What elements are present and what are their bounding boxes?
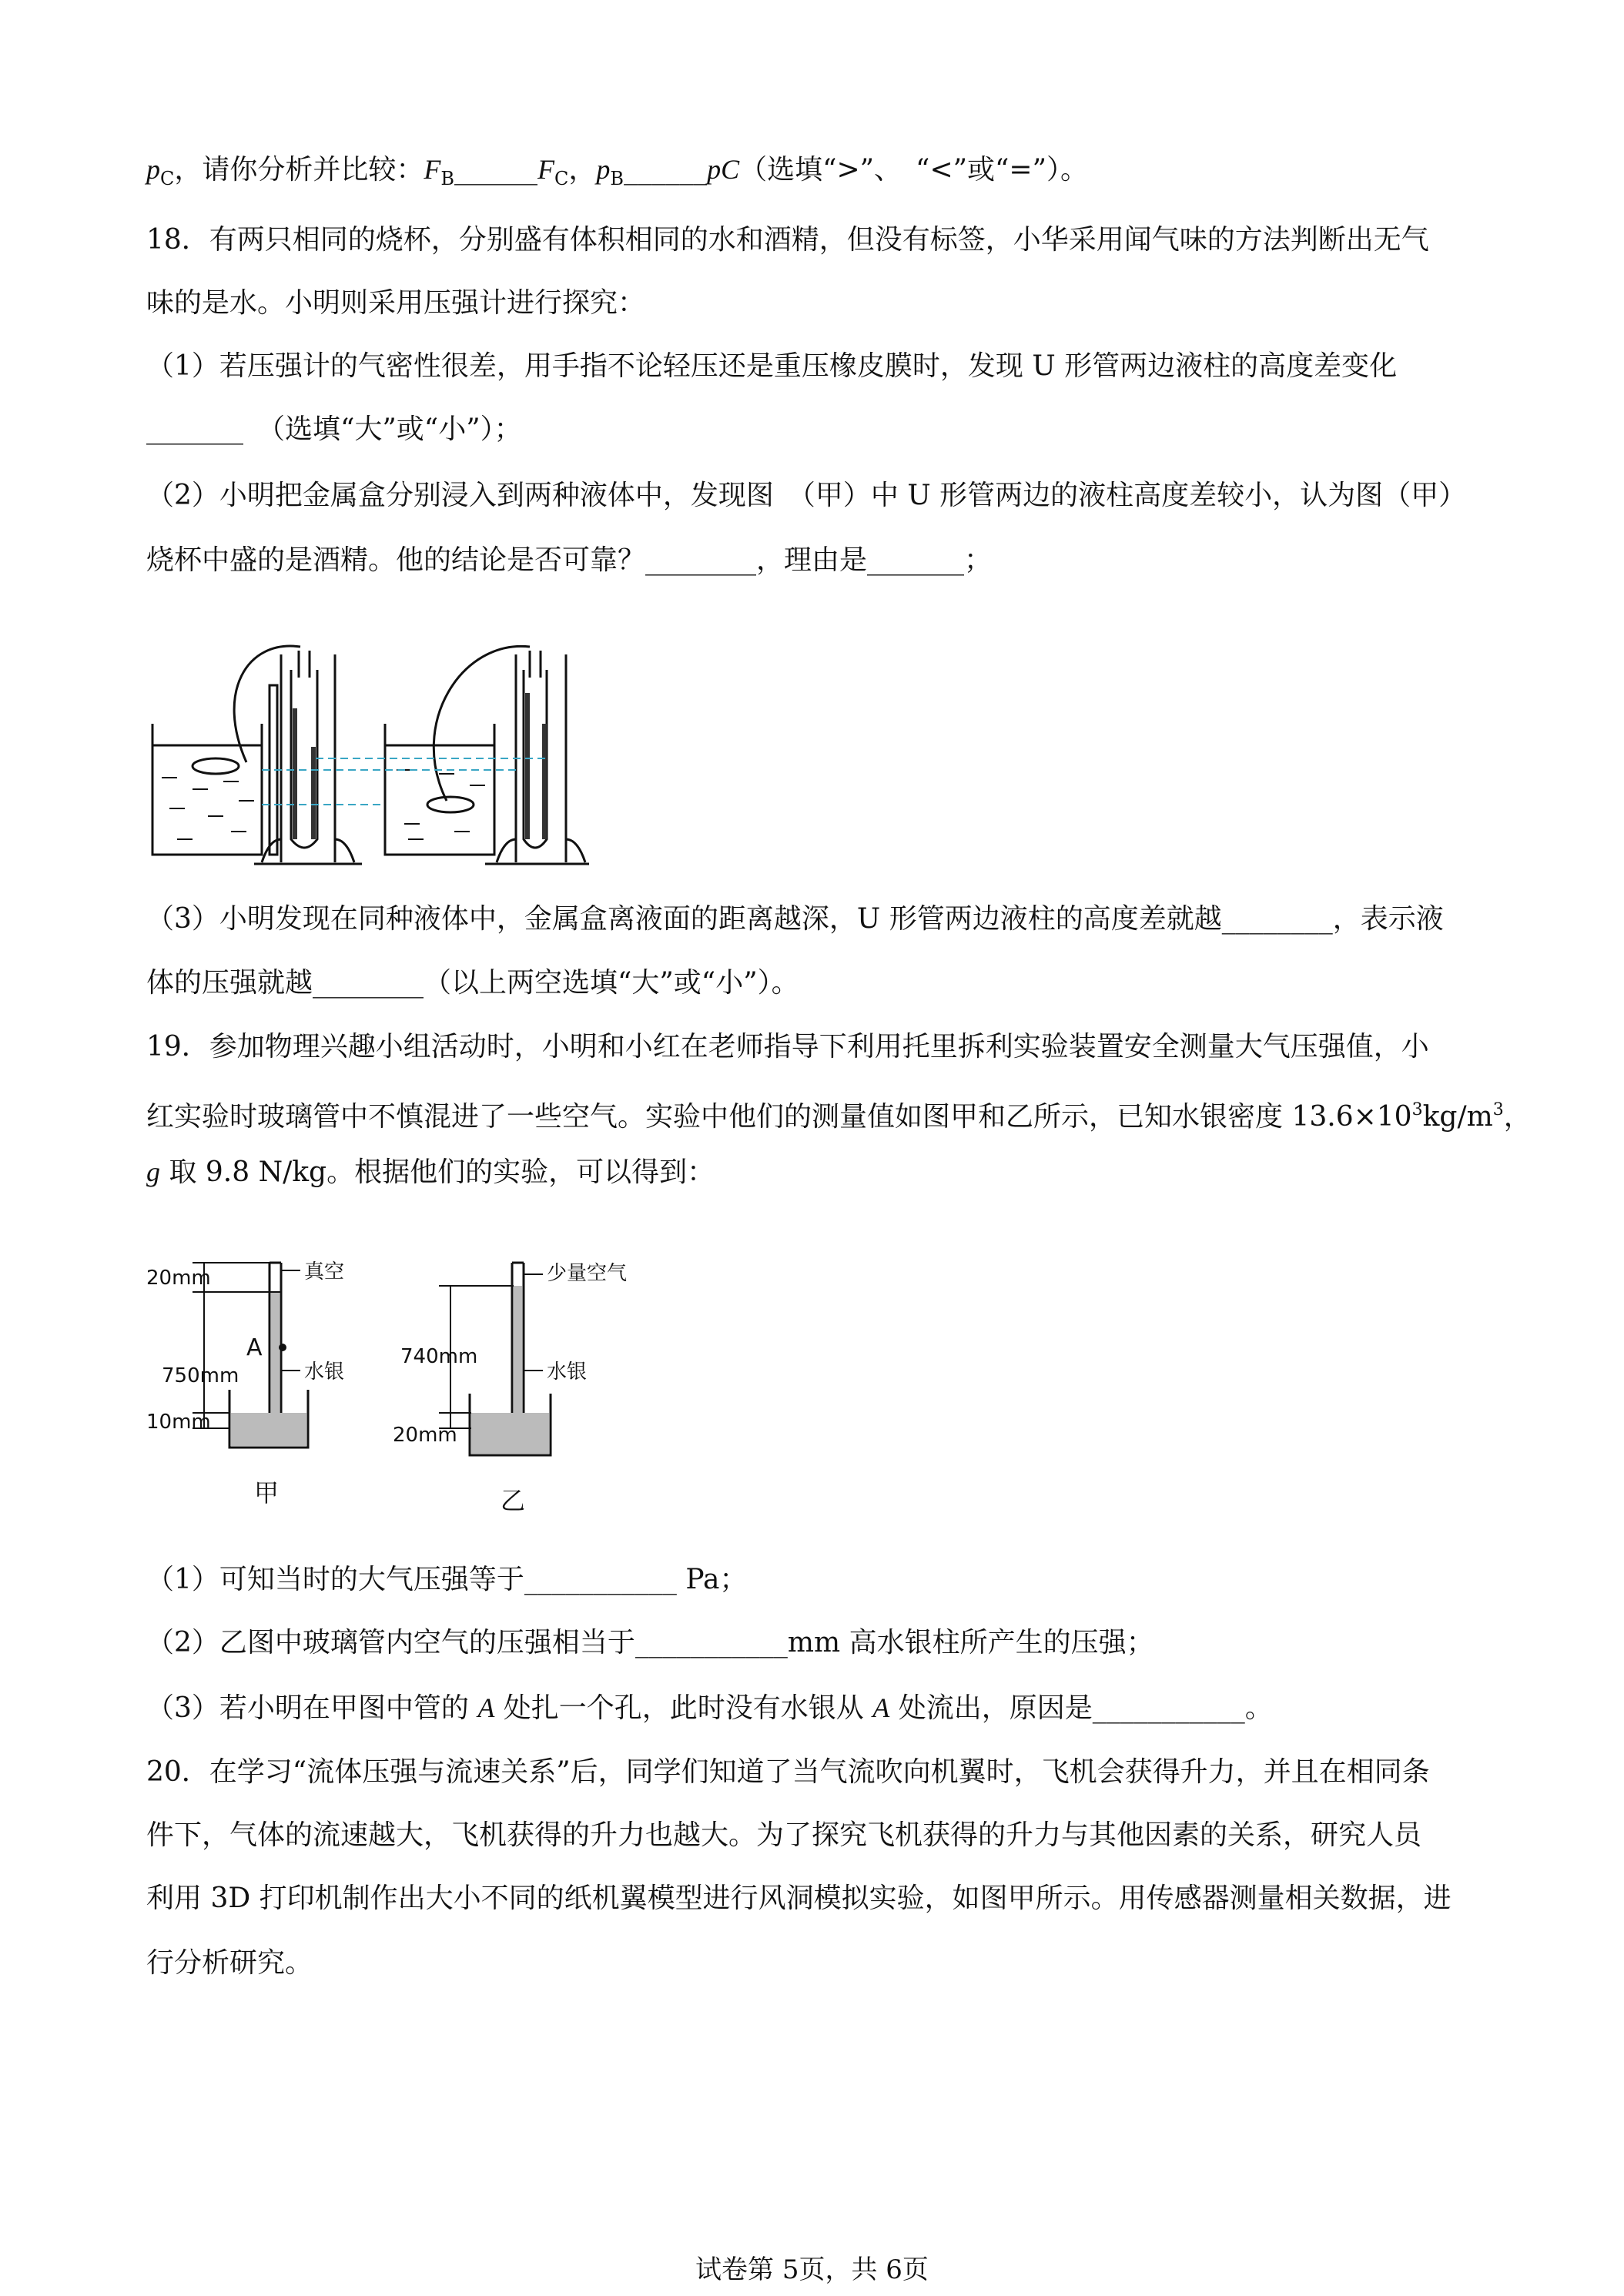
pressure-gauge-figure: [146, 616, 593, 878]
subscript: B: [610, 168, 624, 189]
q19-line-c: [146, 1155, 715, 1190]
q18-line-b: 味的是水。小明则采用压强计进行探究：: [146, 287, 646, 319]
q18-3-line-a: （3）小明发现在同种液体中，金属盒离液面的距离越深，U 形管两边液柱的高度差就越________，表示液: [146, 903, 1444, 935]
yi-bottom-label: 20mm: [393, 1424, 457, 1447]
q20-line-c: 利用 3D 打印机制作出大小不同的纸机翼模型进行风洞模拟实验，如图甲所示。用传感器测量相关数据，进: [146, 1883, 1452, 1914]
yi-caption: 乙: [501, 1486, 526, 1515]
text: ，: [1503, 1101, 1532, 1133]
subscript: C: [160, 168, 175, 189]
jia-vacuum-label: 真空: [304, 1260, 345, 1284]
text-line-1: [146, 152, 1088, 196]
p-symbol: p: [146, 154, 160, 185]
blank: ______: [624, 154, 708, 186]
blank: ______: [454, 154, 538, 186]
q18-1-line-a: （1）若压强计的气密性很差，用手指不论轻压还是重压橡皮膜时，发现 U 形管两边液柱的高度差变化: [146, 350, 1398, 382]
subscript: C: [554, 168, 569, 189]
yi-height-label: 740mm: [400, 1345, 478, 1368]
jia-bottom-label: 10mm: [146, 1411, 211, 1434]
f-symbol: F: [537, 154, 555, 185]
yi-mercury-label: 水银: [547, 1361, 588, 1384]
text: 取 9.8 N/kg。根据他们的实验，可以得到：: [160, 1156, 715, 1188]
text: 处扎一个孔，此时没有水银从: [494, 1692, 873, 1724]
q18-3-line-b: 体的压强就越________（以上两空选填“大”或“小”）。: [146, 967, 799, 999]
q20-line-a: 20．在学习“流体压强与流速关系”后，同学们知道了当气流吹向机翼时，飞机会获得升力，并且在相同条: [146, 1756, 1430, 1788]
q19-line-b: [146, 1093, 1532, 1134]
jia-height-label: 750mm: [162, 1364, 239, 1387]
subscript: B: [440, 168, 455, 189]
q20-line-d: 行分析研究。: [146, 1947, 313, 1979]
q20-line-b: 件下，气体的流速越大，飞机获得的升力也越大。为了探究飞机获得的升力与其他因素的关系，研究人员: [146, 1819, 1422, 1851]
text: ，请你分析并比较：: [174, 154, 424, 186]
text: （3）若小明在甲图中管的: [146, 1692, 478, 1724]
text: ，: [568, 154, 597, 186]
q18-line-a: 18．有两只相同的烧杯，分别盛有体积相同的水和酒精，但没有标签，小华采用闻气味的方法判断出无气: [146, 224, 1429, 256]
q18-1-line-b: _______ （选填“大”或“小”）；: [146, 413, 522, 445]
q19-2-line: （2）乙图中玻璃管内空气的压强相当于___________mm 高水银柱所产生的压强；: [146, 1627, 1154, 1658]
yi-air-label: 少量空气: [547, 1262, 628, 1285]
q19-3-line: [146, 1691, 1273, 1725]
torricelli-figure: [146, 1240, 670, 1532]
p-symbol: p: [596, 154, 611, 185]
q19-line-a: 19．参加物理兴趣小组活动时，小明和小红在老师指导下利用托里拆利实验装置安全测量大气压强值，小: [146, 1031, 1429, 1063]
a-symbol: A: [477, 1692, 495, 1723]
jia-mercury-label: 水银: [304, 1361, 345, 1384]
q19-1-line: （1）可知当时的大气压强等于___________ Pa；: [146, 1564, 748, 1595]
q18-2-line-b: 烧杯中盛的是酒精。他的结论是否可靠？________，理由是_______；: [146, 544, 993, 576]
f-symbol: F: [424, 154, 441, 185]
jia-top-label: 20mm: [146, 1267, 211, 1290]
a-symbol: A: [872, 1692, 890, 1723]
text: 处流出，原因是___________。: [889, 1692, 1273, 1724]
text: （选填“>”、 “<”或“=”）。: [739, 154, 1088, 186]
superscript: 3: [1411, 1100, 1423, 1120]
superscript: 3: [1492, 1100, 1504, 1120]
jia-a-label: A: [246, 1334, 263, 1361]
jia-caption: 甲: [254, 1478, 280, 1508]
pc-symbol: pC: [707, 154, 740, 185]
text: 红实验时玻璃管中不慎混进了一些空气。实验中他们的测量值如图甲和乙所示，已知水银密度 13.6×10: [146, 1101, 1412, 1133]
page-footer: 试卷第 5页，共 6页: [695, 2254, 929, 2285]
q18-2-line-a: （2）小明把金属盒分别浸入到两种液体中，发现图 （甲）中 U 形管两边的液柱高度差较小，认为图（甲）: [146, 480, 1467, 511]
g-symbol: g: [146, 1156, 160, 1187]
text: kg/m: [1422, 1101, 1493, 1133]
